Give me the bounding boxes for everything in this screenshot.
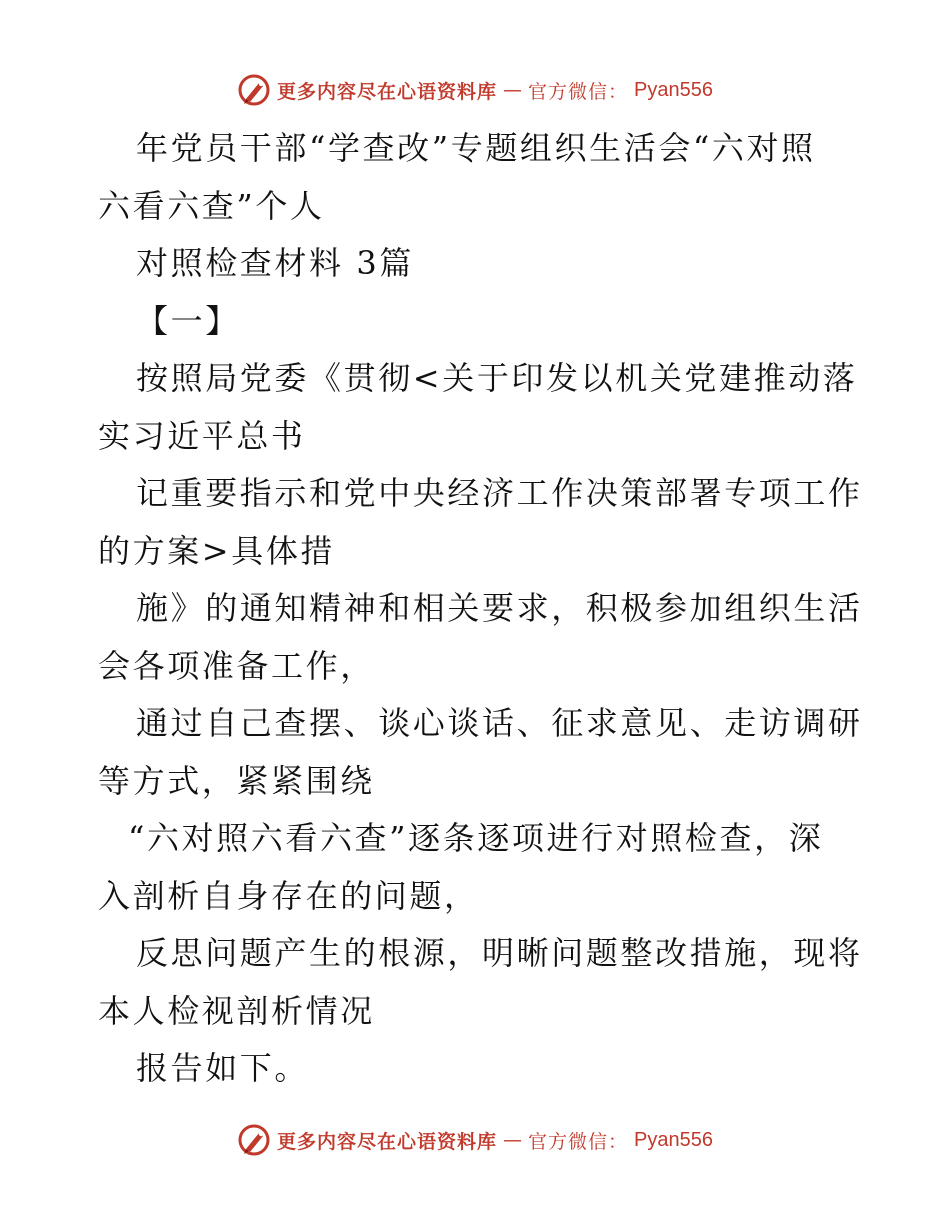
- body-line: 实习近平总书: [98, 416, 306, 455]
- body-line: 反思问题产生的根源，明晰问题整改措施，现将: [136, 934, 863, 972]
- body-line: “六对照六看六查”逐条逐项进行对照检查，深: [128, 819, 824, 857]
- title-line-3: 对照检查材料 3篇: [136, 244, 414, 282]
- section-heading: 【一】: [136, 301, 240, 340]
- banner-separator: —: [503, 79, 523, 101]
- document-body: [98, 120, 863, 1098]
- footer-banner: [0, 1120, 950, 1160]
- header-banner: [0, 70, 950, 110]
- body-line: 本人检视剖析情况: [98, 991, 375, 1030]
- body-line: 记重要指示和党中央经济工作决策部署专项工作: [136, 474, 863, 512]
- banner-wechat-label: 官方微信：: [528, 80, 629, 103]
- banner-wechat-label: 官方微信：: [528, 1130, 629, 1153]
- banner-separator: —: [503, 1129, 523, 1151]
- body-line: 施》的通知精神和相关要求，积极参加组织生活: [136, 589, 863, 627]
- body-line: 等方式，紧紧围绕: [98, 761, 375, 800]
- body-line: 报告如下。: [136, 1049, 310, 1087]
- banner-wechat-id: Pyan556: [634, 78, 713, 101]
- body-line: 按照局党委《贯彻<关于印发以机关党建推动落: [136, 359, 858, 397]
- banner-brand: 更多内容尽在心语资料库: [277, 80, 498, 103]
- title-line-2: 六看六查”个人: [98, 186, 325, 225]
- banner-wechat-id: Pyan556: [634, 1128, 713, 1151]
- pen-logo-icon: [237, 73, 271, 107]
- banner-brand: 更多内容尽在心语资料库: [277, 1130, 498, 1153]
- body-line: 会各项准备工作，: [98, 646, 375, 685]
- body-line: 的方案>具体措: [98, 531, 336, 570]
- body-line: 入剖析自身存在的问题，: [98, 876, 479, 915]
- pen-logo-icon: [237, 1123, 271, 1157]
- body-line: 通过自己查摆、谈心谈话、征求意见、走访调研: [136, 704, 863, 742]
- title-line-1: 年党员干部“学查改”专题组织生活会“六对照: [136, 129, 816, 167]
